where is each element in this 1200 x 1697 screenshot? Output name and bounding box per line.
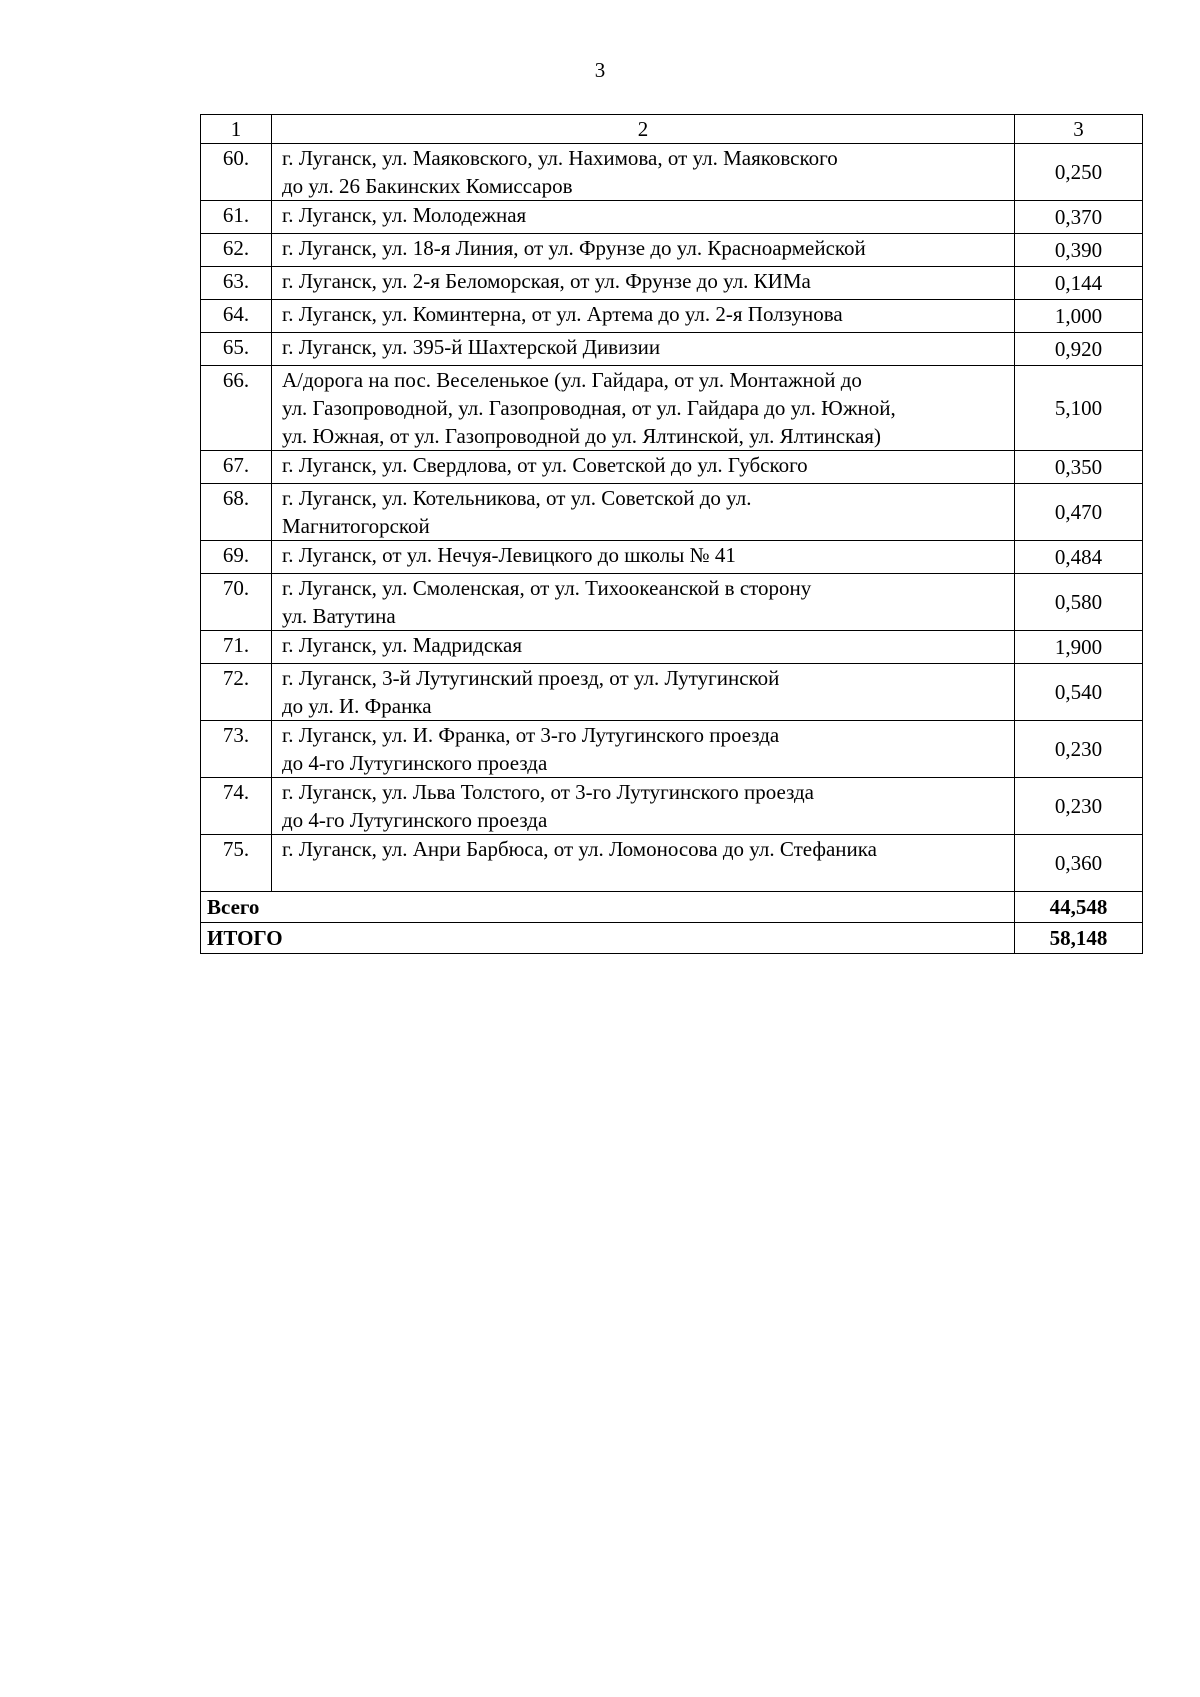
row-number: 60. xyxy=(201,144,272,201)
road-name: г. Луганск, ул. Котельникова, от ул. Советской до ул. Магнитогорской xyxy=(272,484,1015,541)
table-row xyxy=(201,631,1143,664)
road-length: 0,484 xyxy=(1015,541,1143,574)
table-row xyxy=(201,721,1143,778)
road-name: г. Луганск, ул. 2-я Беломорская, от ул. Фрунзе до ул. КИМа xyxy=(272,267,1015,300)
row-number: 71. xyxy=(201,631,272,664)
road-name: г. Луганск, ул. И. Франка, от 3-го Лутугинского проезда до 4-го Лутугинского проезда xyxy=(272,721,1015,778)
row-number: 74. xyxy=(201,778,272,835)
table-row xyxy=(201,144,1143,201)
row-number: 62. xyxy=(201,234,272,267)
header-col-2: 2 xyxy=(272,115,1015,144)
row-number: 73. xyxy=(201,721,272,778)
road-length: 0,540 xyxy=(1015,664,1143,721)
grand-total-row xyxy=(201,923,1143,954)
page-number: 3 xyxy=(594,58,606,82)
table-row xyxy=(201,333,1143,366)
header-col-3: 3 xyxy=(1015,115,1143,144)
subtotal-row xyxy=(201,892,1143,923)
road-length: 0,144 xyxy=(1015,267,1143,300)
road-name: г. Луганск, ул. 395-й Шахтерской Дивизии xyxy=(272,333,1015,366)
road-name: г. Луганск, ул. Молодежная xyxy=(272,201,1015,234)
row-number: 67. xyxy=(201,451,272,484)
road-length: 0,230 xyxy=(1015,778,1143,835)
row-number: 63. xyxy=(201,267,272,300)
total-label: Всего xyxy=(201,892,1015,923)
row-number: 61. xyxy=(201,201,272,234)
road-length: 0,470 xyxy=(1015,484,1143,541)
row-number: 69. xyxy=(201,541,272,574)
road-length: 0,370 xyxy=(1015,201,1143,234)
table-row xyxy=(201,300,1143,333)
table-row xyxy=(201,664,1143,721)
table-row xyxy=(201,234,1143,267)
table-row xyxy=(201,484,1143,541)
table-row xyxy=(201,201,1143,234)
road-name: г. Луганск, ул. Свердлова, от ул. Советской до ул. Губского xyxy=(272,451,1015,484)
total-value: 58,148 xyxy=(1015,923,1143,954)
table-row xyxy=(201,451,1143,484)
table-row xyxy=(201,574,1143,631)
road-length: 1,000 xyxy=(1015,300,1143,333)
road-name: г. Луганск, от ул. Нечуя-Левицкого до школы № 41 xyxy=(272,541,1015,574)
road-length: 0,580 xyxy=(1015,574,1143,631)
road-length: 0,350 xyxy=(1015,451,1143,484)
table-row xyxy=(201,267,1143,300)
road-name: г. Луганск, ул. Льва Толстого, от 3-го Лутугинского проезда до 4-го Лутугинского проезда xyxy=(272,778,1015,835)
table-row xyxy=(201,835,1143,892)
road-name: г. Луганск, ул. Смоленская, от ул. Тихоокеанской в сторону ул. Ватутина xyxy=(272,574,1015,631)
row-number: 64. xyxy=(201,300,272,333)
road-name: г. Луганск, 3-й Лутугинский проезд, от ул. Лутугинской до ул. И. Франка xyxy=(272,664,1015,721)
row-number: 70. xyxy=(201,574,272,631)
table-row xyxy=(201,541,1143,574)
road-length: 0,920 xyxy=(1015,333,1143,366)
row-number: 66. xyxy=(201,366,272,451)
road-name: г. Луганск, ул. 18-я Линия, от ул. Фрунзе до ул. Красноармейской xyxy=(272,234,1015,267)
row-number: 65. xyxy=(201,333,272,366)
total-value: 44,548 xyxy=(1015,892,1143,923)
table-row xyxy=(201,366,1143,451)
road-name: г. Луганск, ул. Коминтерна, от ул. Артема до ул. 2-я Ползунова xyxy=(272,300,1015,333)
table-row xyxy=(201,778,1143,835)
row-number: 72. xyxy=(201,664,272,721)
total-label: ИТОГО xyxy=(201,923,1015,954)
road-length: 1,900 xyxy=(1015,631,1143,664)
road-length: 0,230 xyxy=(1015,721,1143,778)
road-name: г. Луганск, ул. Мадридская xyxy=(272,631,1015,664)
roads-table xyxy=(200,114,1143,954)
road-name: А/дорога на пос. Веселенькое (ул. Гайдара, от ул. Монтажной до ул. Газопроводной, ул. Газопроводная, от ул. Гайдара до ул. Южной, ул. Южная, от ул. Газопроводной до ул. Ялтинской, ул. Ялтинская) xyxy=(272,366,1015,451)
road-name: г. Луганск, ул. Анри Барбюса, от ул. Ломоносова до ул. Стефаника xyxy=(272,835,1015,892)
row-number: 75. xyxy=(201,835,272,892)
road-length: 0,390 xyxy=(1015,234,1143,267)
row-number: 68. xyxy=(201,484,272,541)
road-length: 5,100 xyxy=(1015,366,1143,451)
header-col-1: 1 xyxy=(201,115,272,144)
table-header-row xyxy=(201,115,1143,144)
road-length: 0,360 xyxy=(1015,835,1143,892)
road-length: 0,250 xyxy=(1015,144,1143,201)
road-name: г. Луганск, ул. Маяковского, ул. Нахимова, от ул. Маяковского до ул. 26 Бакинских Комиссаров xyxy=(272,144,1015,201)
